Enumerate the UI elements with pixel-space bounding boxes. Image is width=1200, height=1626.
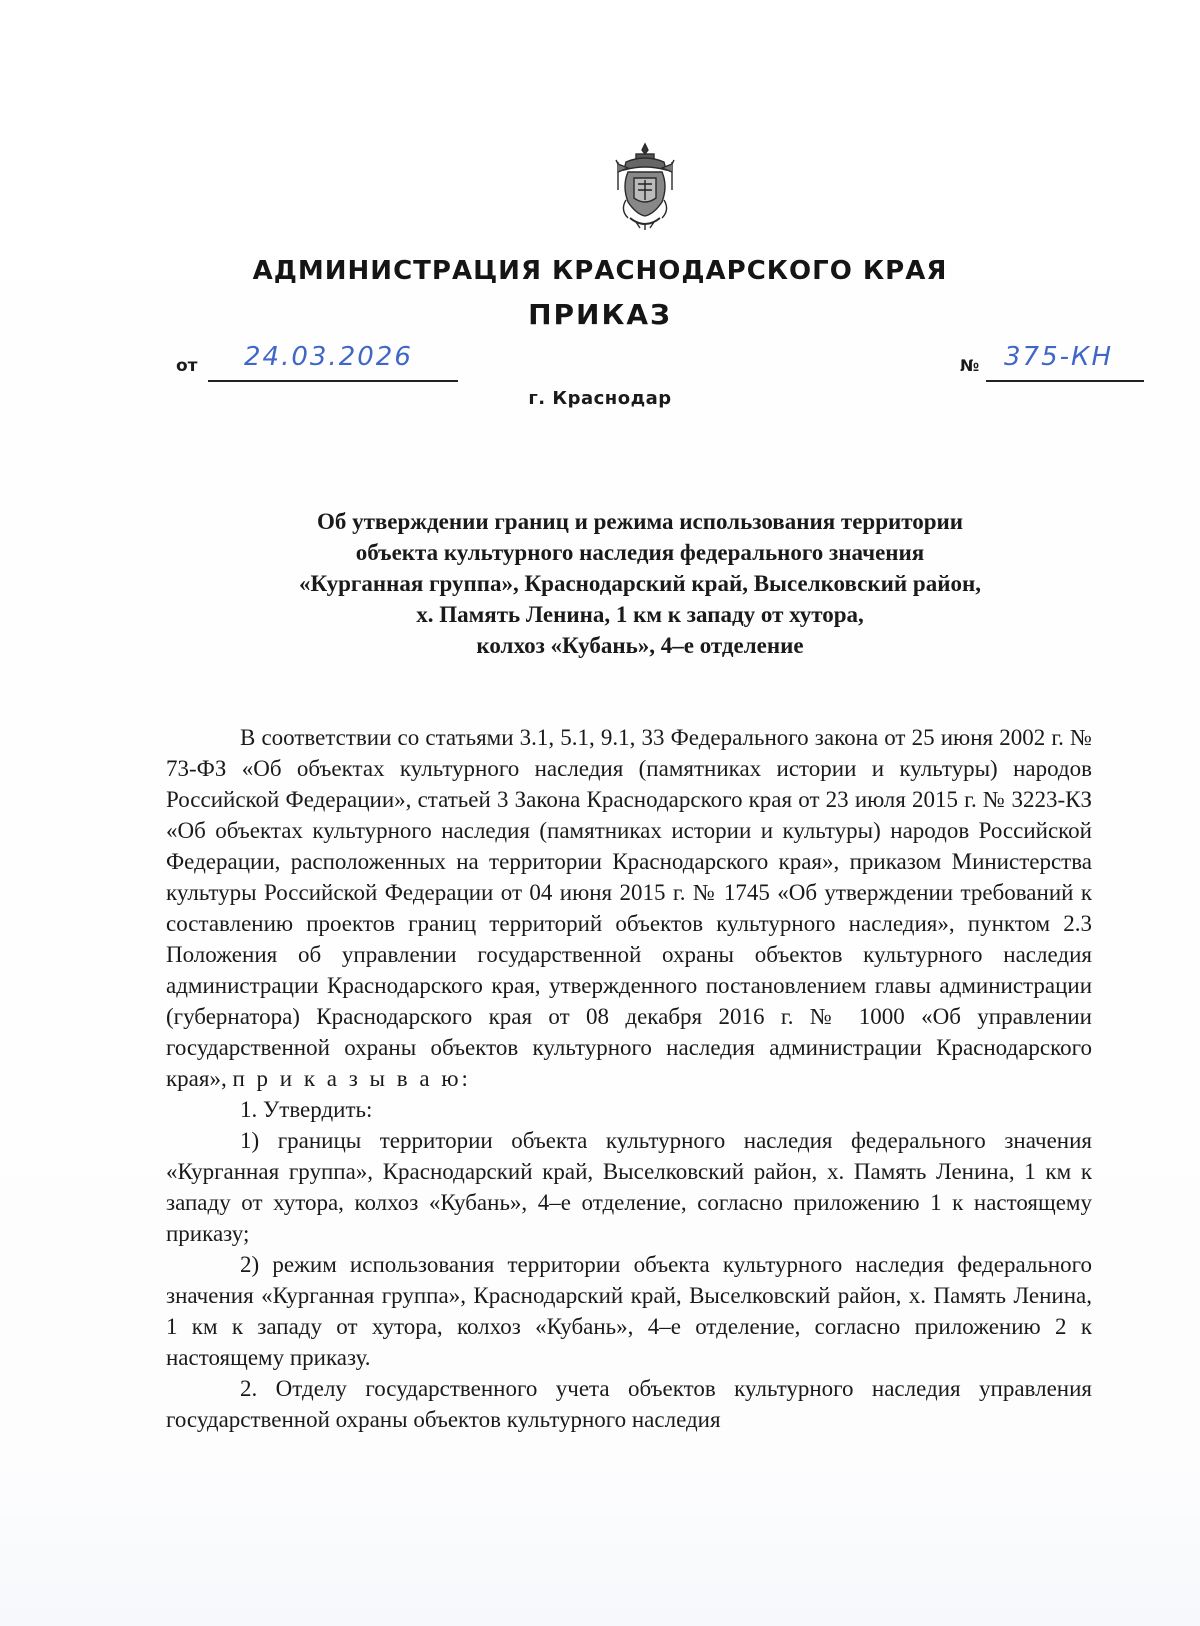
organization-name: АДМИНИСТРАЦИЯ КРАСНОДАРСКОГО КРАЯ xyxy=(252,256,948,286)
number-field xyxy=(986,342,1144,382)
date-field xyxy=(208,342,458,382)
preamble-text: В соответствии со статьями 3.1, 5.1, 9.1, 33 Федерального закона от 25 июня 2002 г. № 73-ФЗ «Об объектах культурного наследия (памятниках истории и культуры) народов Российской Федерации», статьей 3 Закона Краснодарского края от 23 июля 2015 г. № 3223-КЗ «Об объектах культурного наследия (памятниках истории и культуры) народов Российской Федерации, расположенных на территории Краснодарского края», приказом Министерства культуры Российской Федерации от 04 июня 2015 г. № 1745 «Об утверждении требований к составлению проектов границ территорий объектов культурного наследия», пунктом 2.3 Положения об управлении государственной охраны объектов культурного наследия администрации Краснодарского края, утвержденного постановлением главы администрации (губернатора) Краснодарского края от 08 декабря 2016 г. № 1000 «Об управлении государственной охраны объектов культурного наследия администрации Краснодарского края», xyxy=(166,725,1092,1091)
city-name: г. Краснодар xyxy=(528,388,672,409)
order-subject xyxy=(160,506,1120,661)
coat-of-arms-emblem xyxy=(614,140,676,232)
subject-line: колхоз «Кубань», 4–е отделение xyxy=(476,633,804,658)
date-prefix: от xyxy=(176,356,198,376)
item-2: 2. Отделу государственного учета объектов культурного наследия управления государственной охраны объектов культурного наследия xyxy=(166,1376,1092,1432)
document-type-title: ПРИКАЗ xyxy=(528,298,672,331)
item-1: 1. Утвердить: xyxy=(240,1097,373,1122)
order-word: п р и к а з ы в а ю: xyxy=(232,1066,471,1091)
item-1-2: 2) режим использования территории объекта культурного наследия федерального значения «Курганная группа», Краснодарский край, Выселковский район, х. Память Ленина, 1 км к западу от хутора, колхоз «Кубань», 4–е отделение, согласно приложению 2 к настоящему приказу. xyxy=(166,1252,1092,1370)
handwritten-number: 375-КН xyxy=(1004,342,1114,372)
number-prefix: № xyxy=(960,356,980,375)
subject-line: «Курганная группа», Краснодарский край, Выселковский район, xyxy=(299,571,981,596)
preamble-paragraph xyxy=(166,722,1092,1094)
subject-line: Об утверждении границ и режима использования территории xyxy=(316,509,964,534)
number-row xyxy=(960,342,1114,375)
handwritten-date: 24.03.2026 xyxy=(244,342,413,372)
subject-line: объекта культурного наследия федерального значения xyxy=(355,540,925,565)
subject-line: х. Память Ленина, 1 км к западу от хутора, xyxy=(416,602,864,627)
order-body xyxy=(166,722,1092,1435)
date-row xyxy=(176,342,413,376)
item-1-1: 1) границы территории объекта культурного наследия федерального значения «Курганная группа», Краснодарский край, Выселковский район, х. Память Ленина, 1 км к западу от хутора, колхоз «Кубань», 4–е отделение, согласно приложению 1 к настоящему приказу; xyxy=(166,1128,1092,1246)
